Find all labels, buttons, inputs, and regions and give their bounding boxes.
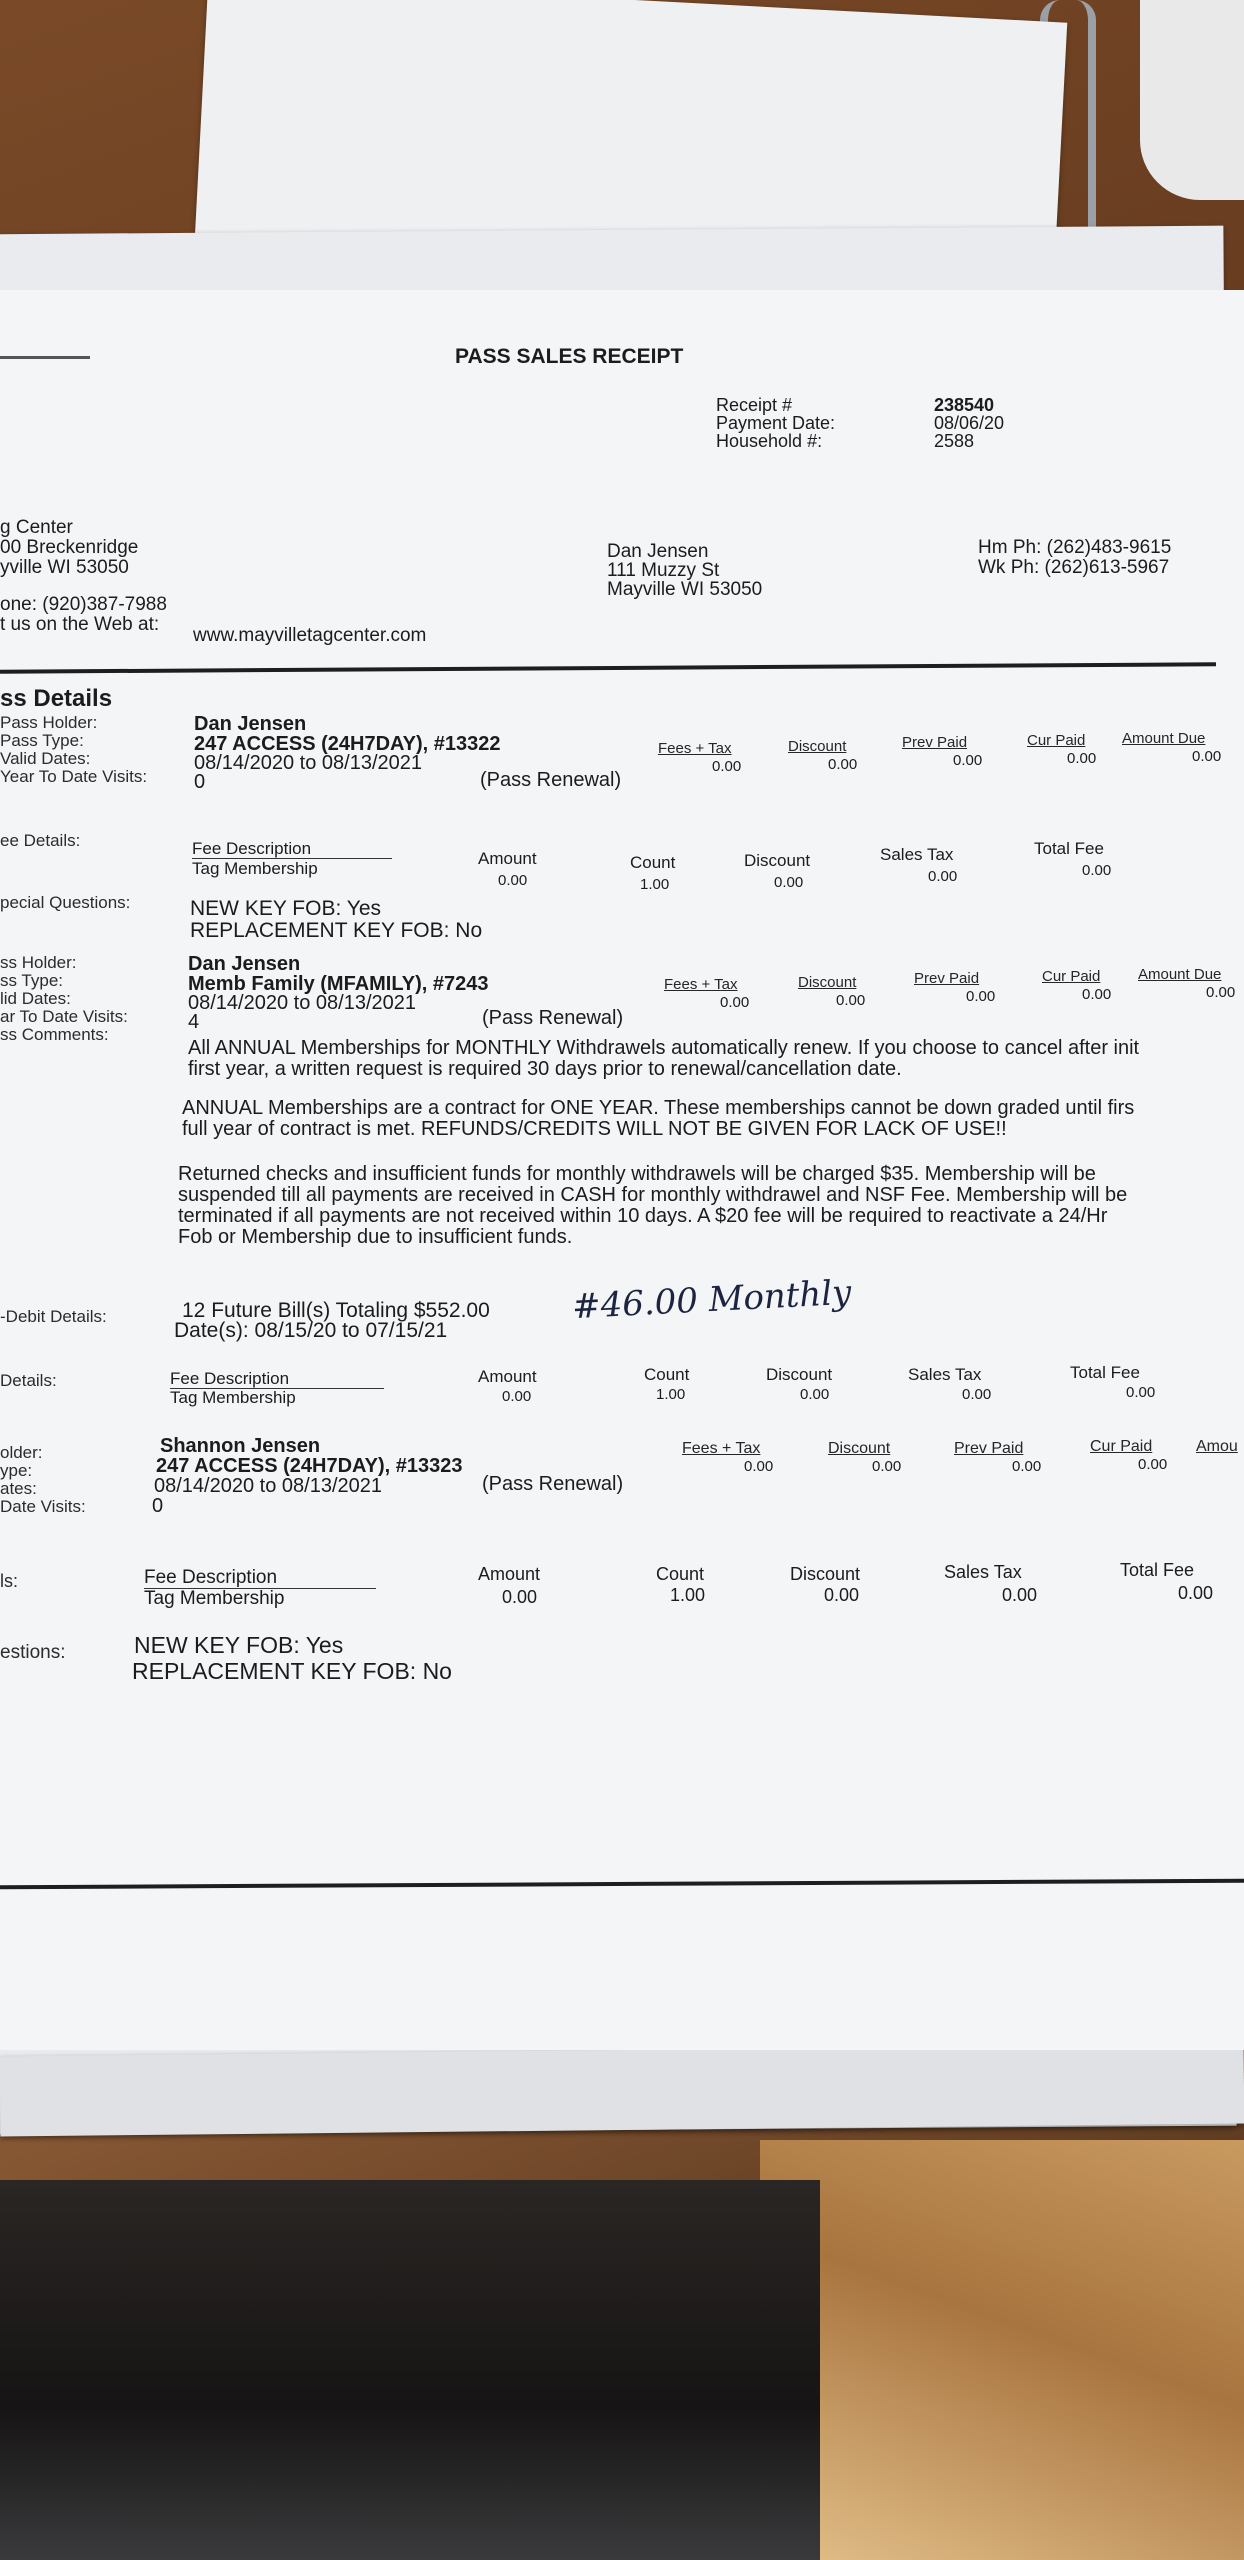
pass2-label-dates: lid Dates: xyxy=(0,989,71,1008)
pass3-amount-value: 0.00 xyxy=(502,1587,538,1607)
customer-name: Dan Jensen xyxy=(607,541,709,562)
pass2-amount-header: Amount xyxy=(478,1367,537,1386)
paper-towel xyxy=(1140,0,1244,200)
pass1-discount-detail-header: Discount xyxy=(744,851,811,870)
pass1-label-dates: Valid Dates: xyxy=(0,749,91,768)
pass2-sales-tax-value: 0.00 xyxy=(962,1386,992,1403)
pass3-fees-tax-header: Fees + Tax xyxy=(682,1440,761,1457)
pass3-prev-paid-header: Prev Paid xyxy=(954,1440,1024,1457)
pass1-amount-header: Amount xyxy=(478,849,537,868)
pass2-bill-dates: Date(s): 08/15/20 to 07/15/21 xyxy=(174,1319,448,1342)
pass2-discount-value: 0.00 xyxy=(836,992,866,1009)
pass3-sales-tax-value: 0.00 xyxy=(1002,1585,1038,1605)
customer-street: 111 Muzzy St xyxy=(607,560,720,581)
pass3-count-value: 1.00 xyxy=(670,1585,706,1605)
pass3-details-label: ls: xyxy=(0,1571,18,1591)
pass1-renewal: (Pass Renewal) xyxy=(480,769,622,791)
pass1-fees-tax-value: 0.00 xyxy=(712,758,742,775)
pass2-comment-line: full year of contract is met. REFUNDS/CREDITS WILL NOT BE GIVEN FOR LACK OF USE!! xyxy=(182,1118,1007,1140)
pass1-fee-description: Tag Membership xyxy=(192,859,318,878)
paper-sheet-bottom xyxy=(0,2043,1244,2136)
pass1-count-header: Count xyxy=(630,853,676,872)
pass1-question-replacement-key: REPLACEMENT KEY FOB: No xyxy=(190,919,483,942)
pass3-fee-description: Tag Membership xyxy=(144,1588,285,1609)
pass1-discount-detail-value: 0.00 xyxy=(774,874,804,891)
pass2-prev-paid-header: Prev Paid xyxy=(914,970,980,987)
pass2-comment-line: suspended till all payments are received in CASH for monthly withdrawel and NSF Fee. Membership will be xyxy=(178,1184,1128,1206)
pass1-prev-paid-header: Prev Paid xyxy=(902,734,968,751)
pass3-prev-paid-value: 0.00 xyxy=(1012,1458,1042,1475)
pass3-count-header: Count xyxy=(656,1564,705,1584)
wood-floor-corner xyxy=(760,2140,1244,2560)
pass1-question-new-key: NEW KEY FOB: Yes xyxy=(190,897,382,920)
pass2-comment-line: Fob or Membership due to insufficient funds. xyxy=(178,1226,573,1248)
pass2-count-value: 1.00 xyxy=(656,1386,686,1403)
pass2-comment-line: ANNUAL Memberships are a contract for ONE YEAR. These memberships cannot be down graded until firs xyxy=(182,1097,1135,1119)
pass2-cur-paid-header: Cur Paid xyxy=(1042,968,1101,985)
work-phone: Wk Ph: (262)613-5967 xyxy=(978,557,1170,578)
pass2-comment-line: first year, a written request is required 30 days prior to renewal/cancellation date. xyxy=(188,1058,902,1080)
receipt-number: 238540 xyxy=(934,395,995,415)
home-phone: Hm Ph: (262)483-9615 xyxy=(978,537,1172,558)
pass2-sales-tax-header: Sales Tax xyxy=(908,1365,982,1384)
pass1-discount-header: Discount xyxy=(788,738,847,755)
pass2-comment-line: terminated if all payments are not received within 10 days. A $20 fee will be required to reactivate a 24/Hr xyxy=(178,1205,1108,1227)
pass3-discount-detail-value: 0.00 xyxy=(824,1585,860,1605)
pass3-total-fee-header: Total Fee xyxy=(1120,1560,1195,1580)
pass2-fees-tax-value: 0.00 xyxy=(720,994,750,1011)
pass3-fee-description-header: Fee Description xyxy=(144,1567,278,1588)
pass1-type: 247 ACCESS (24H7DAY), #13322 xyxy=(194,733,501,755)
pass1-dates: 08/14/2020 to 08/13/2021 xyxy=(194,752,422,774)
household-number: 2588 xyxy=(934,431,975,451)
payment-date: 08/06/20 xyxy=(934,413,1005,433)
pass3-questions-label: estions: xyxy=(0,1642,66,1663)
pass3-amount-header: Amount xyxy=(478,1564,541,1584)
pass3-label-holder: older: xyxy=(0,1443,43,1462)
center-name: g Center xyxy=(0,517,73,538)
pass2-amount-due-value: 0.00 xyxy=(1206,984,1236,1001)
pass2-amount-due-header: Amount Due xyxy=(1138,966,1222,983)
pass1-label-holder: Pass Holder: xyxy=(0,713,98,732)
pass3-question-replacement-key: REPLACEMENT KEY FOB: No xyxy=(132,1658,452,1684)
pass2-visits: 4 xyxy=(188,1011,200,1033)
receipt-title: PASS SALES RECEIPT xyxy=(455,345,684,368)
pass1-special-questions-label: pecial Questions: xyxy=(0,893,131,912)
section-divider-bottom xyxy=(0,1879,1244,1890)
pass2-label-visits: ar To Date Visits: xyxy=(0,1007,128,1026)
pass1-discount-value: 0.00 xyxy=(828,756,858,773)
receipt-number-label: Receipt # xyxy=(716,395,793,415)
section-divider-top xyxy=(0,662,1216,673)
pass2-holder: Dan Jensen xyxy=(188,953,301,975)
pass1-sales-tax-header: Sales Tax xyxy=(880,845,954,864)
pass1-fees-tax-header: Fees + Tax xyxy=(658,740,732,757)
pass3-holder: Shannon Jensen xyxy=(160,1435,321,1457)
center-phone: one: (920)387-7988 xyxy=(0,594,167,615)
pass3-cur-paid-value: 0.00 xyxy=(1138,1456,1168,1473)
pass2-comment-line: All ANNUAL Memberships for MONTHLY Withdrawels automatically renew. If you choose to cancel after init xyxy=(188,1037,1140,1059)
pass2-cur-paid-value: 0.00 xyxy=(1082,986,1112,1003)
household-label: Household #: xyxy=(716,431,823,451)
pass1-cur-paid-value: 0.00 xyxy=(1067,750,1097,767)
pass1-amount-value: 0.00 xyxy=(498,872,528,889)
pass1-total-fee-value: 0.00 xyxy=(1082,862,1112,879)
pass2-renewal: (Pass Renewal) xyxy=(482,1007,624,1029)
customer-city: Mayville WI 53050 xyxy=(607,579,763,600)
pass2-future-bills: 12 Future Bill(s) Totaling $552.00 xyxy=(182,1299,490,1322)
pass2-discount-detail-header: Discount xyxy=(766,1365,833,1384)
pass3-renewal: (Pass Renewal) xyxy=(482,1473,624,1495)
pass2-label-type: ss Type: xyxy=(0,971,63,990)
pass1-fee-details-label: ee Details: xyxy=(0,831,81,850)
pass2-comment-line: Returned checks and insufficient funds for monthly withdrawels will be charged $35. Membership will be xyxy=(178,1163,1096,1185)
pass3-cur-paid-header: Cur Paid xyxy=(1090,1438,1153,1455)
pass1-sales-tax-value: 0.00 xyxy=(928,868,958,885)
pass3-label-type: ype: xyxy=(0,1461,33,1480)
pass2-amount-value: 0.00 xyxy=(502,1388,532,1405)
pass3-sales-tax-header: Sales Tax xyxy=(944,1562,1022,1582)
pass1-amount-due-header: Amount Due xyxy=(1122,730,1206,747)
pass2-type: Memb Family (MFAMILY), #7243 xyxy=(188,973,489,995)
pass2-debit-details-label: -Debit Details: xyxy=(0,1307,107,1326)
pass3-dates: 08/14/2020 to 08/13/2021 xyxy=(154,1475,382,1497)
pass2-fee-description-header: Fee Description xyxy=(170,1369,290,1388)
pass3-type: 247 ACCESS (24H7DAY), #13323 xyxy=(156,1455,463,1477)
pass1-visits: 0 xyxy=(194,771,206,793)
pass2-total-fee-header: Total Fee xyxy=(1070,1363,1140,1382)
pass1-count-value: 1.00 xyxy=(640,876,670,893)
pass3-discount-detail-header: Discount xyxy=(790,1564,861,1584)
center-street: 00 Breckenridge xyxy=(0,537,139,558)
web-label: t us on the Web at: xyxy=(0,614,160,635)
pass2-discount-detail-value: 0.00 xyxy=(800,1386,830,1403)
pass3-discount-header: Discount xyxy=(828,1440,891,1457)
pass-sales-receipt xyxy=(0,290,1244,2050)
pass1-label-visits: Year To Date Visits: xyxy=(0,767,148,786)
pass2-details-label: Details: xyxy=(0,1371,57,1390)
pass3-discount-value: 0.00 xyxy=(872,1458,902,1475)
pass3-question-new-key: NEW KEY FOB: Yes xyxy=(134,1632,344,1658)
pass2-label-comments: ss Comments: xyxy=(0,1025,109,1044)
pass1-label-type: Pass Type: xyxy=(0,731,84,750)
dark-fabric-area xyxy=(0,2180,820,2560)
pass3-visits: 0 xyxy=(152,1495,164,1517)
pass2-fee-description: Tag Membership xyxy=(170,1388,296,1407)
pass3-total-fee-value: 0.00 xyxy=(1178,1583,1214,1603)
pass1-prev-paid-value: 0.00 xyxy=(953,752,983,769)
pass2-prev-paid-value: 0.00 xyxy=(966,988,996,1005)
section-title: ss Details xyxy=(0,685,113,712)
pass1-total-fee-header: Total Fee xyxy=(1034,839,1104,858)
pass1-cur-paid-header: Cur Paid xyxy=(1027,732,1086,749)
pass3-fees-tax-value: 0.00 xyxy=(744,1458,774,1475)
pass3-label-dates: ates: xyxy=(0,1479,37,1498)
center-city: yville WI 53050 xyxy=(0,557,129,578)
payment-date-label: Payment Date: xyxy=(716,413,836,433)
pass2-discount-header: Discount xyxy=(798,974,857,991)
pass3-label-visits: Date Visits: xyxy=(0,1497,86,1516)
pass1-holder: Dan Jensen xyxy=(194,713,307,735)
pass2-label-holder: ss Holder: xyxy=(0,953,77,972)
handwritten-note: #46.00 Monthly xyxy=(571,1272,853,1328)
pass2-total-fee-value: 0.00 xyxy=(1126,1384,1156,1401)
corner-mark xyxy=(0,356,90,359)
pass1-fee-description-header: Fee Description xyxy=(192,839,312,858)
pass1-amount-due-value: 0.00 xyxy=(1192,748,1222,765)
web-url[interactable]: www.mayvilletagcenter.com xyxy=(193,625,427,646)
pass3-amount-header: Amou xyxy=(1196,1438,1238,1455)
pass2-count-header: Count xyxy=(644,1365,690,1384)
pass2-fees-tax-header: Fees + Tax xyxy=(664,976,738,993)
pass2-dates: 08/14/2020 to 08/13/2021 xyxy=(188,992,416,1014)
